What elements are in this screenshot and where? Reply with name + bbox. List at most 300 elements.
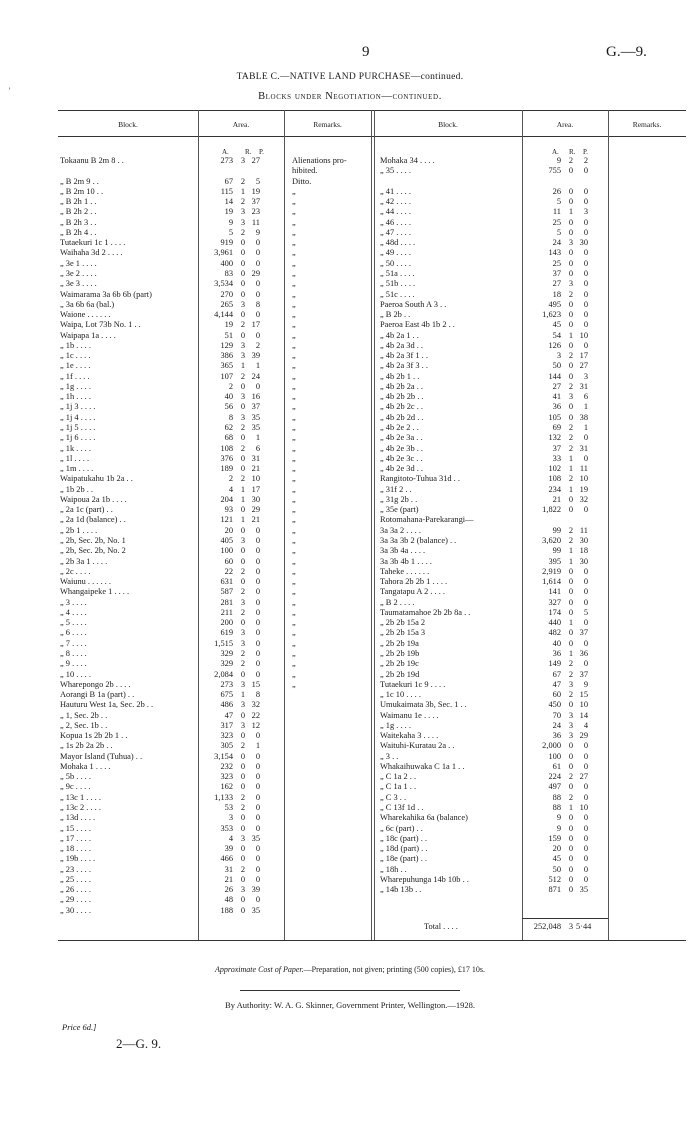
block-cell: Whakaihuwaka C 1a 1 . .: [380, 761, 465, 771]
perches-cell: 10: [579, 474, 588, 484]
perches-cell: 0: [583, 320, 588, 330]
table-row: [380, 156, 606, 166]
roods-cell: 0: [568, 268, 573, 278]
perches-cell: 0: [583, 340, 588, 350]
block-cell: „ 31g 2b . .: [380, 494, 418, 504]
table-row: [380, 557, 606, 567]
perches-cell: 0: [583, 279, 588, 289]
perches-cell: 37: [579, 628, 588, 638]
acres-cell: 323: [220, 731, 233, 741]
perches-cell: 16: [251, 392, 260, 402]
block-cell: „ B 2h 4 . .: [60, 227, 97, 237]
table-row: [60, 413, 370, 423]
table-row: [60, 618, 370, 628]
perches-cell: 5: [583, 607, 588, 617]
block-cell: „ 4 . . . .: [60, 607, 87, 617]
block-cell: „ 49 . . . .: [380, 248, 411, 258]
table-row: [60, 844, 370, 854]
table-row: [380, 813, 606, 823]
roods-cell: 0: [240, 731, 245, 741]
cost-text: —Preparation, not given; printing (500 copies), £17 10s.: [303, 965, 485, 974]
acres-cell: 512: [548, 874, 561, 884]
acres-cell: 18: [552, 289, 561, 299]
block-cell: „ 7 . . . .: [60, 638, 87, 648]
block-cell: „ 9 . . . .: [60, 659, 87, 669]
acres-cell: 26: [224, 885, 233, 895]
block-cell: Waimarama 3a 6b 6b (part): [60, 289, 152, 299]
remarks-cell: „: [292, 268, 296, 278]
perches-cell: 29: [251, 268, 260, 278]
table-row: [380, 290, 606, 300]
block-cell: Waiunu . . . . . .: [60, 577, 111, 587]
acres-cell: 497: [548, 782, 561, 792]
roods-cell: 1: [568, 803, 573, 812]
perches-cell: 0: [255, 607, 260, 617]
block-cell: „ 26 . . . .: [60, 885, 91, 895]
roods-cell: 2: [240, 443, 245, 453]
perches-cell: 0: [583, 874, 588, 884]
block-cell: „ 3e 1 . . . .: [60, 258, 97, 268]
roods-cell: 0: [568, 638, 573, 648]
block-cell: „ 35 . . . .: [380, 166, 411, 176]
roods-cell: 0: [568, 587, 573, 597]
acres-cell: 273: [220, 156, 233, 165]
perches-cell: 21: [251, 515, 260, 525]
acres-cell: 60: [224, 556, 233, 566]
block-cell: „ 9c . . . .: [60, 782, 91, 792]
perches-cell: 11: [251, 217, 260, 227]
perches-cell: 4: [583, 720, 588, 730]
acres-cell: 20: [224, 525, 233, 535]
roods-cell: 0: [568, 310, 573, 320]
table-row: [60, 279, 370, 289]
table-row: [60, 197, 370, 207]
acres-cell: 40: [224, 392, 233, 402]
block-cell: Wharekahika 6a (balance): [380, 813, 468, 823]
roods-cell: 0: [240, 669, 245, 679]
perches-cell: 21: [251, 464, 260, 474]
acres-cell: 3,154: [214, 751, 233, 761]
roods-cell: 2: [240, 607, 245, 617]
remarks-cell: „: [292, 484, 296, 494]
perches-cell: 0: [583, 227, 588, 237]
table-row: [60, 331, 370, 341]
document-code: G.—9.: [606, 44, 647, 60]
perches-cell: 0: [255, 772, 260, 782]
acres-cell: 5: [556, 227, 561, 237]
remarks-cell: „: [292, 433, 296, 443]
table-row: [380, 844, 606, 854]
remarks-cell: Alienations pro-: [292, 156, 347, 165]
table-row: [60, 546, 370, 556]
acres-cell: 3,620: [542, 535, 561, 545]
table-row: [60, 793, 370, 803]
perches-cell: 0: [255, 587, 260, 597]
acres-unit-left: A.: [222, 148, 229, 156]
roods-cell: 0: [240, 310, 245, 320]
block-cell: „ 3a 6b 6a (bal.): [60, 299, 115, 309]
roods-cell: 0: [568, 577, 573, 587]
block-cell: Tahora 2b 2b 1 . . . .: [380, 577, 448, 587]
perches-cell: 2: [583, 156, 588, 165]
remarks-cell: „: [292, 351, 296, 361]
remarks-cell: „: [292, 494, 296, 504]
acres-cell: 365: [220, 361, 233, 371]
roods-cell: 0: [240, 874, 245, 884]
perches-cell: 0: [255, 628, 260, 638]
roods-cell: 0: [240, 905, 245, 915]
table-row: [60, 402, 370, 412]
perches-cell: 0: [255, 546, 260, 556]
perches-cell: 38: [579, 412, 588, 422]
block-cell: Wharepuhunga 14b 10b . .: [380, 874, 469, 884]
table-row: [380, 782, 606, 792]
roods-cell: 0: [240, 895, 245, 905]
perches-cell: 23: [251, 207, 260, 217]
block-cell: Tutaekuri 1c 1 . . . .: [60, 238, 126, 248]
roods-cell: 0: [240, 433, 245, 443]
table-row: [60, 659, 370, 669]
table-row: [60, 341, 370, 351]
perches-cell: 8: [255, 690, 260, 700]
perches-cell: 8: [255, 299, 260, 309]
perches-cell: 0: [255, 566, 260, 576]
acres-cell: 188: [220, 905, 233, 915]
acres-cell: 36: [552, 731, 561, 741]
perches-cell: 39: [251, 351, 260, 361]
block-cell: „ 4b 2b 2b . .: [380, 392, 424, 402]
cost-note: [0, 965, 700, 974]
block-cell: „ 1j 6 . . . .: [60, 433, 96, 443]
table-row: [60, 752, 370, 762]
acres-cell: 83: [224, 268, 233, 278]
block-cell: „ B 2h 1 . .: [60, 197, 97, 207]
roods-cell: 3: [568, 392, 573, 402]
acres-cell: 115: [220, 186, 233, 196]
block-cell: „ 2b 1 . . . .: [60, 525, 98, 535]
table-row: [60, 557, 370, 567]
table-row: [60, 166, 370, 176]
acres-cell: 211: [220, 607, 233, 617]
remarks-cell: „: [292, 289, 296, 299]
block-cell: „ 18e (part) . .: [380, 854, 427, 864]
acres-cell: 33: [552, 453, 561, 463]
block-cell: „ 47 . . . .: [380, 227, 411, 237]
roods-cell: 2: [568, 690, 573, 700]
acres-cell: 400: [220, 258, 233, 268]
total-label: Total . . . .: [424, 922, 458, 931]
table-row: [380, 700, 606, 710]
roods-cell: 2: [240, 227, 245, 237]
perches-cell: 0: [255, 258, 260, 268]
acres-cell: 141: [548, 587, 561, 597]
roods-cell: 3: [568, 720, 573, 730]
acres-cell: 631: [220, 577, 233, 587]
table-row: [380, 741, 606, 751]
perches-cell: 0: [255, 751, 260, 761]
table-row: [380, 731, 606, 741]
table-row: [380, 331, 606, 341]
roods-cell: 2: [568, 156, 573, 165]
perches-cell: 9: [583, 679, 588, 689]
perches-cell: 10: [579, 330, 588, 340]
perches-cell: 0: [583, 248, 588, 258]
table-row: [60, 187, 370, 197]
table-row: [60, 639, 370, 649]
acres-cell: 2: [228, 381, 233, 391]
block-cell: Waione . . . . . .: [60, 310, 111, 320]
perches-cell: 31: [251, 453, 260, 463]
table-row: [60, 382, 370, 392]
table-row: [60, 690, 370, 700]
perches-cell: 0: [583, 864, 588, 874]
roods-cell: 2: [568, 669, 573, 679]
perches-cell: 0: [255, 238, 260, 248]
table-row: [380, 577, 606, 587]
acres-cell: 56: [224, 402, 233, 412]
roods-cell: 3: [240, 207, 245, 217]
block-cell: Waipapa 1a . . . .: [60, 330, 116, 340]
perches-cell: 27: [579, 361, 588, 371]
remarks-cell: „: [292, 535, 296, 545]
perches-unit-right: P.: [583, 148, 588, 156]
roods-cell: 0: [568, 833, 573, 843]
table-row: [60, 649, 370, 659]
acres-cell: 108: [548, 474, 561, 484]
perches-cell: 5: [255, 176, 260, 186]
remarks-cell: „: [292, 340, 296, 350]
acres-cell: 232: [220, 761, 233, 771]
block-cell: „ 5 . . . .: [60, 618, 87, 628]
roods-cell: 3: [568, 710, 573, 720]
acres-cell: 162: [220, 782, 233, 792]
remarks-cell: „: [292, 515, 296, 525]
table-row: [60, 700, 370, 710]
roods-cell: 0: [240, 618, 245, 628]
acres-cell: 45: [552, 320, 561, 330]
remarks-cell: „: [292, 464, 296, 474]
perches-cell: 37: [251, 402, 260, 412]
acres-cell: 4: [228, 484, 233, 494]
perches-cell: 30: [251, 494, 260, 504]
perches-cell: 0: [583, 751, 588, 761]
block-cell: „ 18d (part) . .: [380, 844, 428, 854]
acres-cell: 395: [548, 556, 561, 566]
perches-cell: 0: [255, 638, 260, 648]
remarks-cell: „: [292, 402, 296, 412]
perches-cell: 27: [579, 772, 588, 782]
block-cell: „ 1f . . . .: [60, 371, 90, 381]
block-cell: „ 23 . . . .: [60, 864, 91, 874]
perches-cell: 10: [251, 474, 260, 484]
roods-cell: 1: [568, 546, 573, 556]
block-cell: Waituhi-Kuratau 2a . .: [380, 741, 455, 751]
area-header-left: Area.: [232, 120, 250, 129]
block-cell: „ 42 . . . .: [380, 197, 411, 207]
perches-cell: 0: [583, 823, 588, 833]
roods-cell: 0: [240, 751, 245, 761]
table-row: [60, 464, 370, 474]
remarks-cell: „: [292, 299, 296, 309]
table-row: [60, 505, 370, 515]
acres-cell: 11: [552, 207, 561, 217]
block-cell: „ 1h . . . .: [60, 392, 91, 402]
block-cell: „ 2b 2b 19b: [380, 648, 420, 658]
perches-cell: 0: [583, 566, 588, 576]
table-row: [380, 310, 606, 320]
table-row: [60, 906, 370, 916]
perches-cell: 0: [255, 556, 260, 566]
block-cell: „ 3 . . . .: [60, 597, 87, 607]
column-divider: [608, 110, 609, 940]
roods-cell: 0: [568, 864, 573, 874]
block-cell: „ 1e . . . .: [60, 361, 91, 371]
block-cell: „ 3 . .: [380, 751, 399, 761]
table-row: [380, 351, 606, 361]
acres-cell: 93: [224, 505, 233, 515]
acres-cell: 1,614: [542, 577, 561, 587]
roods-cell: 0: [568, 823, 573, 833]
roods-cell: 0: [568, 813, 573, 823]
acres-cell: 19: [224, 207, 233, 217]
block-cell: „ 2b 2b 19c: [380, 659, 419, 669]
roods-cell: 3: [568, 238, 573, 248]
block-cell: „ 4b 2e 3c . .: [380, 453, 423, 463]
block-cell: Tutaekuri 1c 9 . . . .: [380, 679, 446, 689]
perches-cell: 0: [583, 258, 588, 268]
roods-cell: 0: [240, 268, 245, 278]
block-cell: „ 51a . . . .: [380, 268, 415, 278]
acres-cell: 234: [548, 484, 561, 494]
roods-cell: 1: [240, 361, 245, 371]
block-cell: „ 18c (part) . .: [380, 833, 427, 843]
remarks-cell: „: [292, 381, 296, 391]
perches-cell: 11: [579, 464, 588, 474]
remarks-cell: „: [292, 320, 296, 330]
acres-cell: 189: [220, 464, 233, 474]
roods-cell: 3: [240, 535, 245, 545]
block-cell: Waitekaha 3 . . . .: [380, 731, 439, 741]
block-cell: Paeroa East 4b 1b 2 . .: [380, 320, 455, 330]
perches-cell: 3: [583, 371, 588, 381]
acres-cell: 8: [228, 412, 233, 422]
roods-cell: 0: [240, 464, 245, 474]
acres-cell: 36: [552, 648, 561, 658]
acres-cell: 108: [220, 443, 233, 453]
roods-cell: 3: [240, 412, 245, 422]
remarks-cell: „: [292, 505, 296, 515]
table-row: [380, 649, 606, 659]
block-cell: Waihaha 3d 2 . . . .: [60, 248, 123, 258]
perches-cell: 0: [583, 166, 588, 176]
table-row: [60, 495, 370, 505]
block-cell: „ 2b 2b 19a: [380, 638, 419, 648]
roods-cell: 2: [240, 587, 245, 597]
perches-cell: 0: [583, 268, 588, 278]
block-cell: „ 51c . . . .: [380, 289, 415, 299]
acres-cell: 99: [552, 525, 561, 535]
perches-cell: 19: [251, 186, 260, 196]
block-cell: Paeroa South A 3 . .: [380, 299, 447, 309]
table-row: [380, 444, 606, 454]
acres-cell: 129: [220, 340, 233, 350]
acres-cell: 47: [224, 710, 233, 720]
perches-cell: 0: [583, 197, 588, 207]
acres-cell: 132: [548, 433, 561, 443]
roods-cell: 0: [568, 607, 573, 617]
block-cell: „ 2b, Sec. 2b, No. 2: [60, 546, 126, 556]
acres-cell: 47: [552, 679, 561, 689]
remarks-cell: „: [292, 443, 296, 453]
roods-cell: 2: [240, 474, 245, 484]
table-row: [60, 454, 370, 464]
table-row: [380, 639, 606, 649]
footer-rule: [240, 990, 460, 991]
roods-cell: 0: [568, 258, 573, 268]
table-row: [380, 218, 606, 228]
table-row: [380, 536, 606, 546]
table-row: [380, 505, 606, 515]
acres-cell: 100: [548, 751, 561, 761]
remarks-cell: „: [292, 638, 296, 648]
roods-cell: 3: [240, 299, 245, 309]
perches-cell: 0: [255, 279, 260, 289]
block-cell: „ 8 . . . .: [60, 648, 87, 658]
table-row: [380, 413, 606, 423]
roods-cell: 0: [240, 556, 245, 566]
block-cell: Taheke . . . . . .: [380, 566, 430, 576]
remarks-cell: „: [292, 197, 296, 207]
acres-cell: 88: [552, 792, 561, 802]
block-cell: „ 4b 2e 2 . .: [380, 423, 419, 433]
table-row: [60, 320, 370, 330]
perches-cell: 0: [255, 381, 260, 391]
acres-cell: 67: [552, 669, 561, 679]
remarks-cell: „: [292, 648, 296, 658]
table-row: [380, 433, 606, 443]
perches-cell: 29: [579, 731, 588, 741]
table-row: [380, 598, 606, 608]
roods-cell: 0: [568, 494, 573, 504]
acres-cell: 871: [548, 885, 561, 895]
perches-cell: 37: [579, 669, 588, 679]
roods-cell: 0: [240, 525, 245, 535]
acres-cell: 3,534: [214, 279, 233, 289]
acres-cell: 126: [548, 340, 561, 350]
table-bottom-rule: [58, 940, 686, 941]
block-cell: Mayor Island (Tuhua) . .: [60, 751, 143, 761]
roods-cell: 2: [568, 433, 573, 443]
perches-cell: 27: [251, 156, 260, 165]
roods-cell: 2: [568, 443, 573, 453]
table-row: [380, 197, 606, 207]
perches-cell: 17: [251, 484, 260, 494]
table-row: [380, 793, 606, 803]
table-row: [60, 515, 370, 525]
roods-unit-right: R.: [569, 148, 576, 156]
perches-cell: 15: [579, 690, 588, 700]
total-rule: [522, 918, 608, 919]
table-row: [60, 598, 370, 608]
roods-cell: 0: [240, 823, 245, 833]
table-row: [380, 680, 606, 690]
block-cell: 3a 3a 3b 2 (balance) . .: [380, 535, 457, 545]
block-cell: „ 19b . . . .: [60, 854, 96, 864]
perches-cell: 0: [583, 659, 588, 669]
table-row: [380, 300, 606, 310]
acres-cell: 9: [556, 156, 561, 165]
acres-cell: 5: [556, 197, 561, 207]
